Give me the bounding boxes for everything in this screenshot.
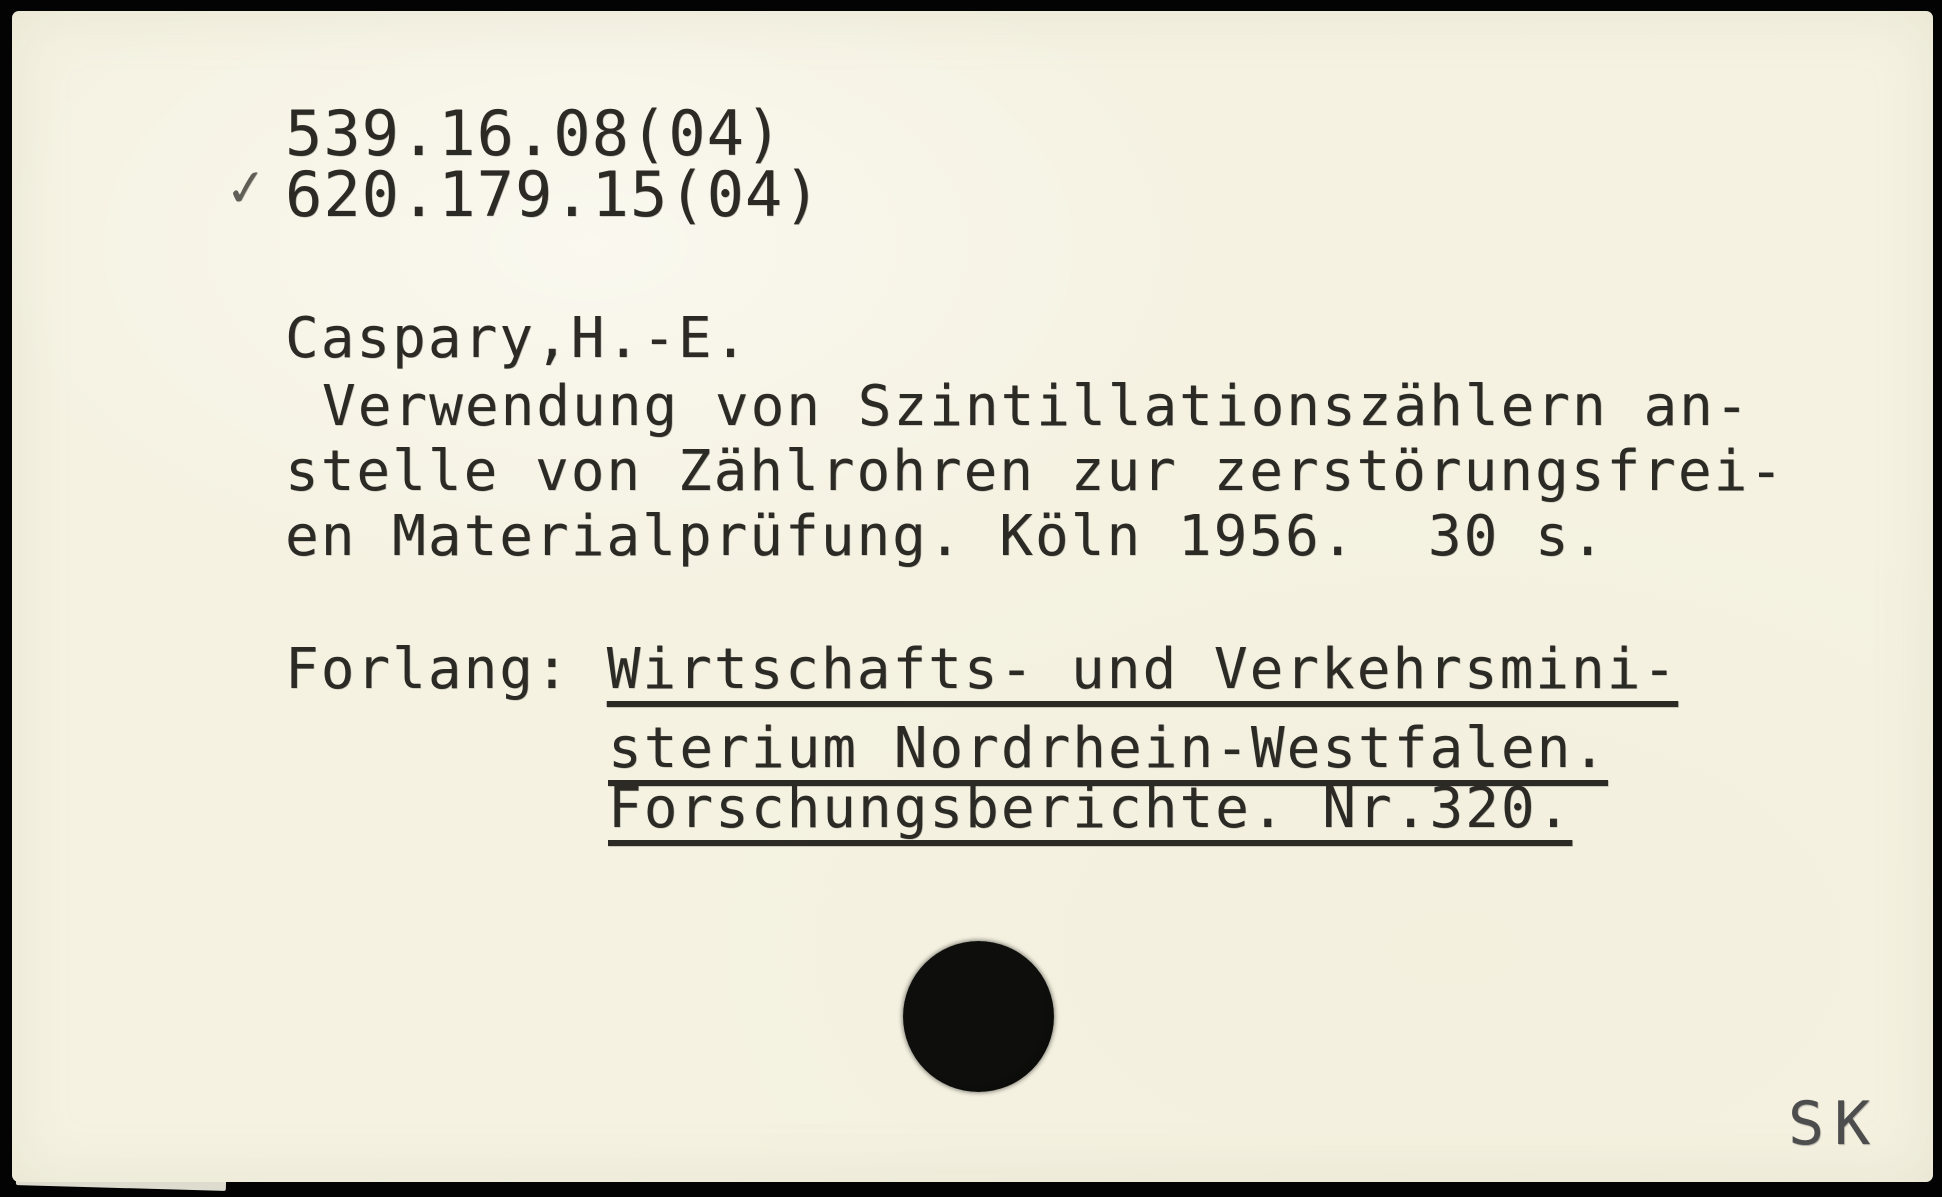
sk-stamp: SK [1788, 1089, 1881, 1159]
source-line-2 [608, 716, 1609, 781]
source-underlined-3: Forschungsberichte. Nr.320. [608, 776, 1573, 841]
classification-number-1: 539.16.08(04) [285, 97, 784, 170]
title-line-1: Verwendung von Szintillationszählern an- [322, 374, 1751, 439]
source-line-3 [608, 776, 1573, 841]
forlang-label: Forlang: [285, 637, 571, 702]
title-line-2: stelle von Zählrohren zur zerstörungsfrei- [285, 439, 1786, 504]
classification-number-2: 620.179.15(04) [285, 158, 822, 231]
source-underlined-1: Wirtschafts- und Verkehrsmini- [606, 637, 1679, 702]
checkmark-icon: ✓ [224, 150, 267, 222]
title-line-3: en Materialprüfung. Köln 1956. 30 s. [285, 504, 1607, 569]
author-line: Caspary,H.-E. [285, 306, 750, 371]
source-underlined-2: sterium Nordrhein-Westfalen. [608, 716, 1609, 781]
source-line-1 [285, 637, 1679, 702]
hole-punch [903, 941, 1054, 1092]
